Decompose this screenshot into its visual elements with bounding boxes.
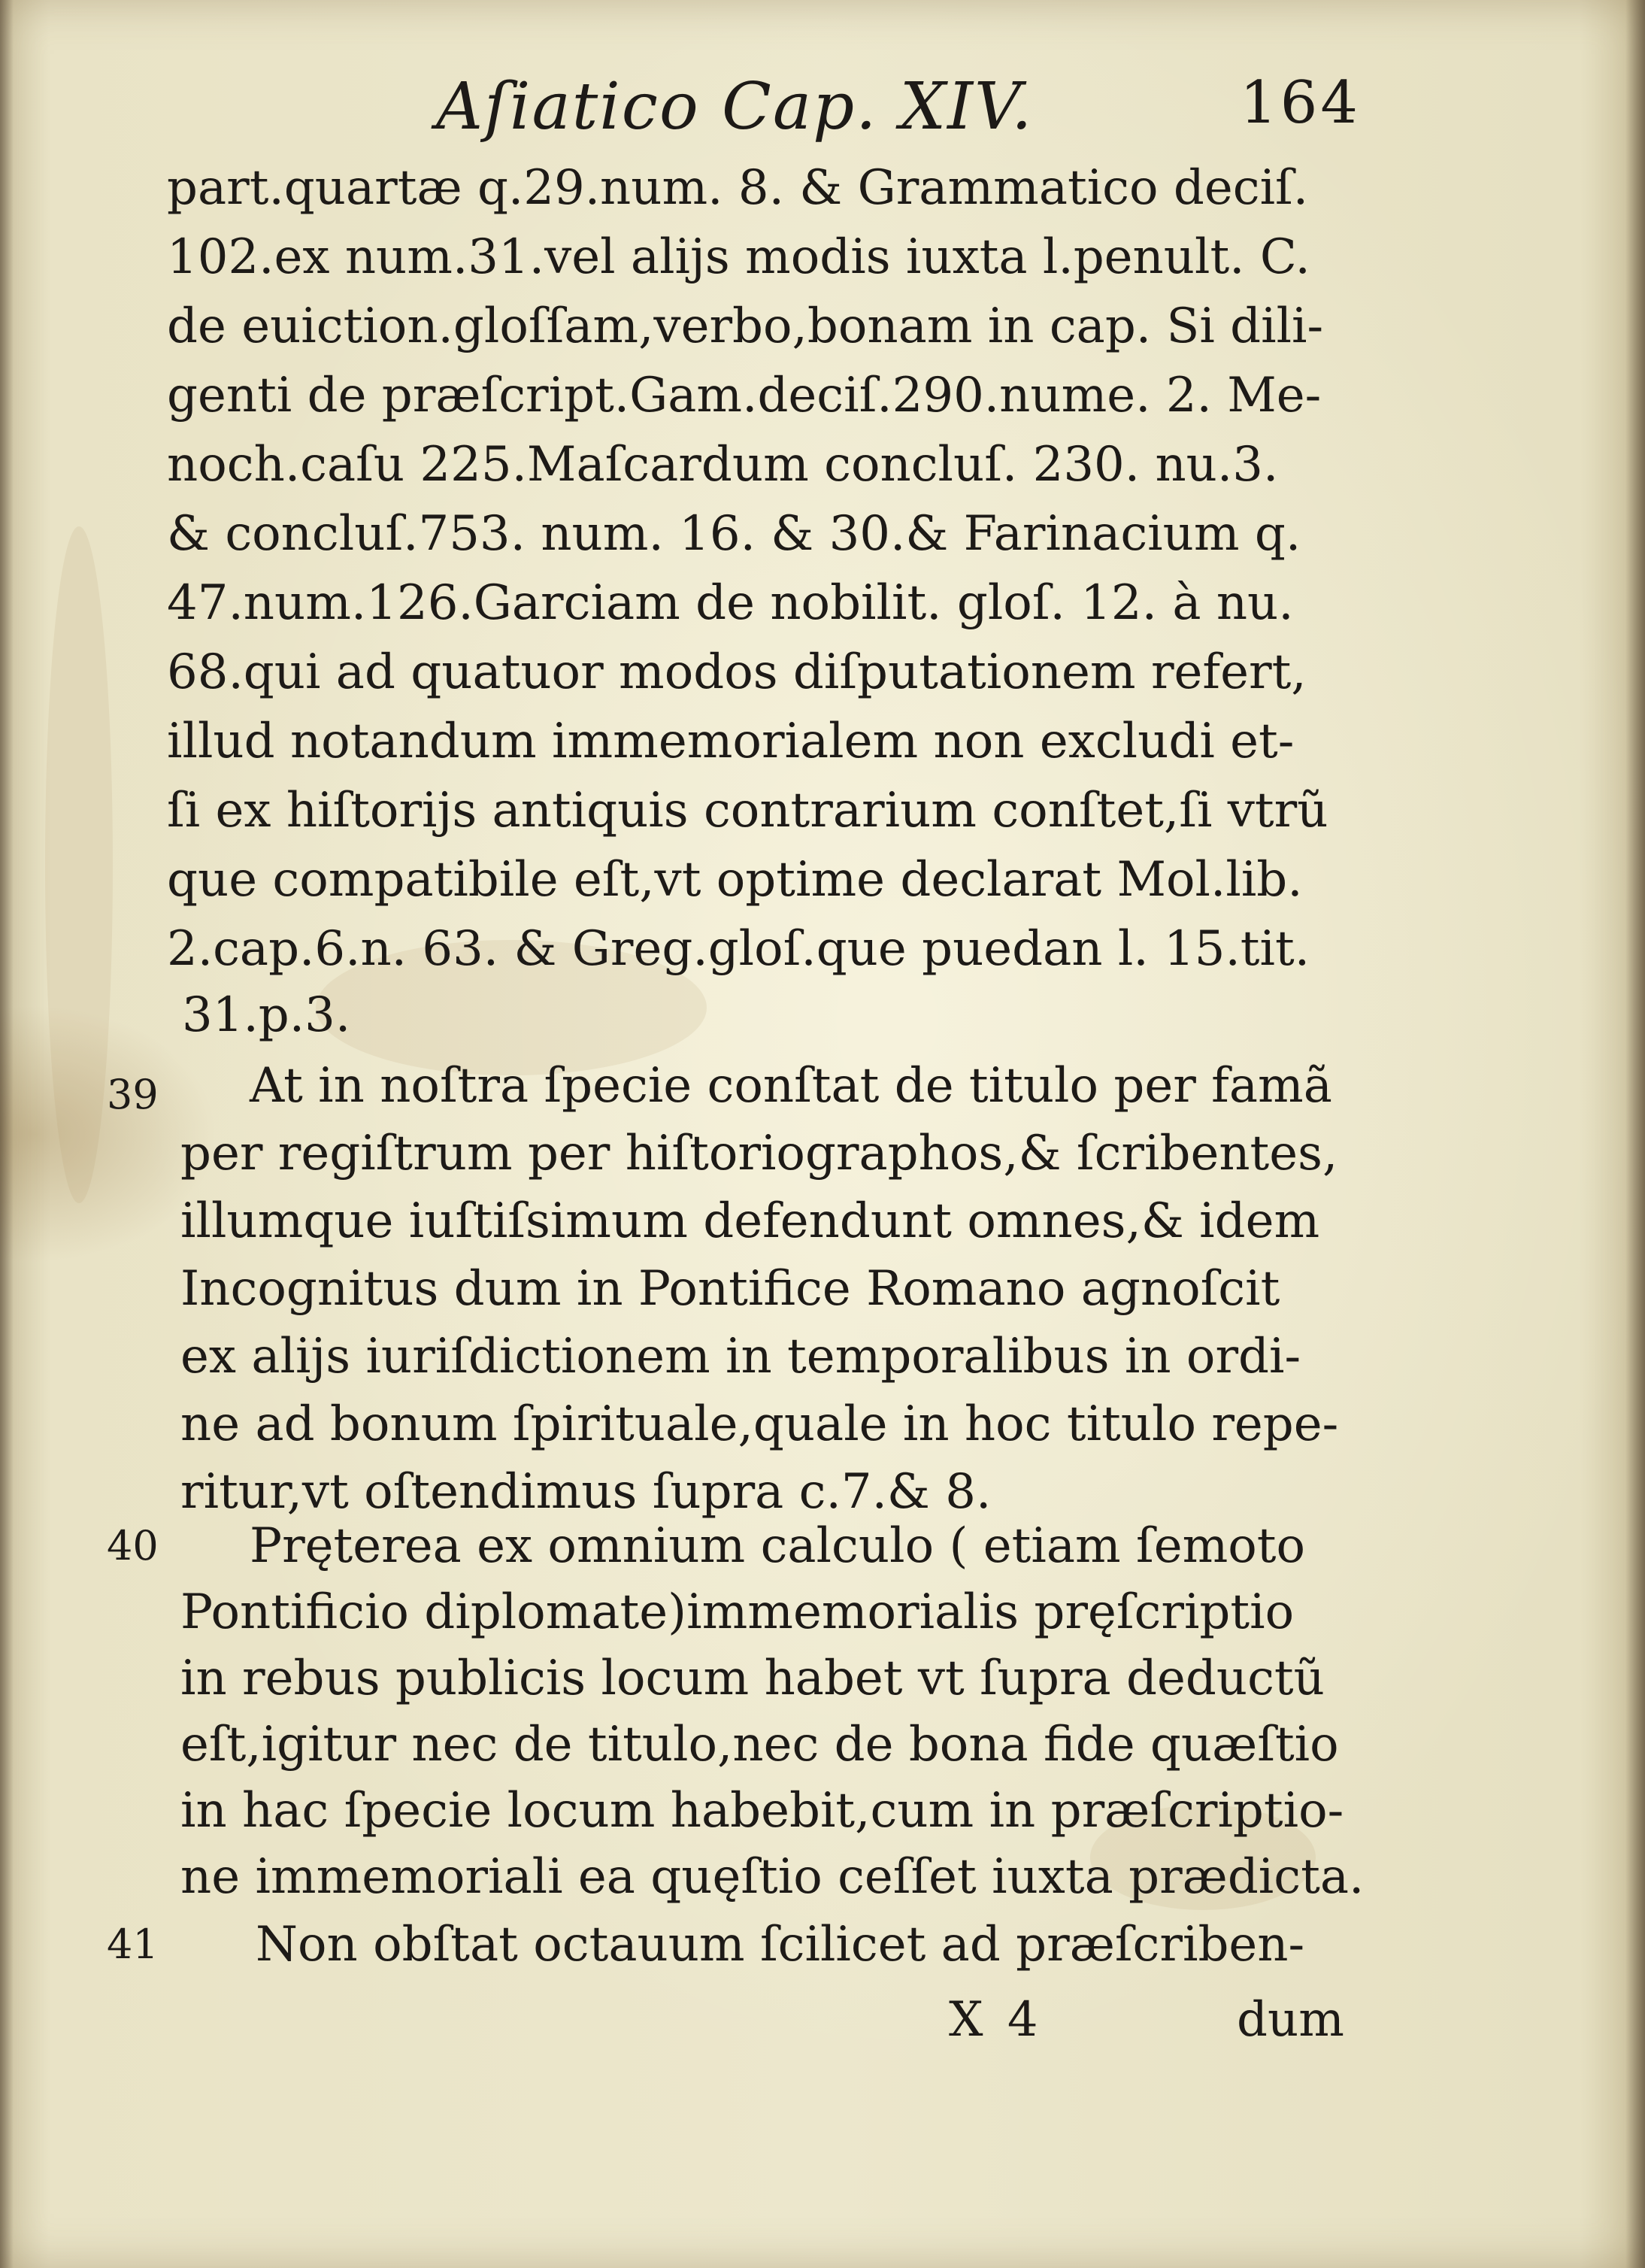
text-line: 47.num.126.Garciam de nobilit. gloſ. 12. à nu.	[167, 575, 1294, 631]
text-line: ſi ex hiſtorijs antiquis contrarium conſtet,ſi vtrũ	[167, 783, 1328, 838]
text-line: part.quartæ q.29.num. 8. & Grammatico deciſ.	[167, 160, 1309, 216]
text-line: genti de præſcript.Gam.deciſ.290.nume. 2. Me-	[167, 368, 1322, 423]
text-line: & concluſ.753. num. 16. & 30.& Farinacium q.	[167, 506, 1301, 562]
text-line: Non obſtat octauum ſcilicet ad præſcriben-	[256, 1917, 1305, 1972]
text-line: Incognitus dum in Pontifice Romano agnoſcit	[180, 1261, 1280, 1317]
text-line: in hac ſpecie locum habebit,cum in præſcriptio-	[180, 1783, 1344, 1839]
text-line: ritur,vt oſtendimus ſupra c.7.& 8.	[180, 1464, 992, 1520]
text-line: eſt,igitur nec de titulo,nec de bona fide quæſtio	[180, 1717, 1339, 1772]
text-line: in rebus publicis locum habet vt ſupra deductũ	[180, 1651, 1325, 1706]
text-line: de euiction.gloſſam,verbo,bonam in cap. Si dili-	[167, 299, 1324, 354]
text-line: Pontificio diplomate)immemorialis pręſcriptio	[180, 1584, 1295, 1640]
catchword: dum	[1237, 1992, 1344, 2048]
text-line: 2.cap.6.n. 63. & Greg.gloſ.que puedan l. 15.tit.	[167, 921, 1310, 977]
text-line: ne ad bonum ſpirituale,quale in hoc titulo repe-	[180, 1396, 1339, 1452]
text-line: Pręterea ex omnium calculo ( etiam ſemoto	[250, 1518, 1306, 1574]
text-line: que compatibile eſt,vt optime declarat Mol.lib.	[167, 852, 1303, 908]
paragraph-number: 41	[107, 1921, 159, 1968]
text-line: At in noſtra ſpecie conſtat de titulo per famã	[250, 1058, 1332, 1114]
text-line: illud notandum immemorialem non excludi et-	[167, 714, 1295, 769]
running-title: Aſiatico Cap. XIV.	[436, 69, 1034, 144]
folio-number: 164	[1240, 69, 1361, 137]
text-line: 102.ex num.31.vel alijs modis iuxta l.penult. C.	[167, 229, 1310, 285]
text-line: per regiſtrum per hiſtoriographos,& ſcribentes,	[180, 1126, 1338, 1181]
signature-mark: X 4	[949, 1992, 1043, 2048]
text-line: 68.qui ad quatuor modos diſputationem refert,	[167, 644, 1307, 700]
paragraph-number: 39	[107, 1071, 159, 1118]
text-line: 31.p.3.	[182, 987, 351, 1043]
paragraph-number: 40	[107, 1522, 159, 1569]
page-header	[436, 69, 1361, 152]
text-line: noch.caſu 225.Maſcardum concluſ. 230. nu.3.	[167, 437, 1279, 493]
text-line: ne immemoriali ea quęſtio ceſſet iuxta prædicta.	[180, 1849, 1365, 1905]
text-line: ex alijs iuriſdictionem in temporalibus in ordi-	[180, 1329, 1301, 1384]
page-footer	[0, 1987, 1645, 2053]
text-line: illumque iuſtiſsimum defendunt omnes,& idem	[180, 1193, 1320, 1249]
